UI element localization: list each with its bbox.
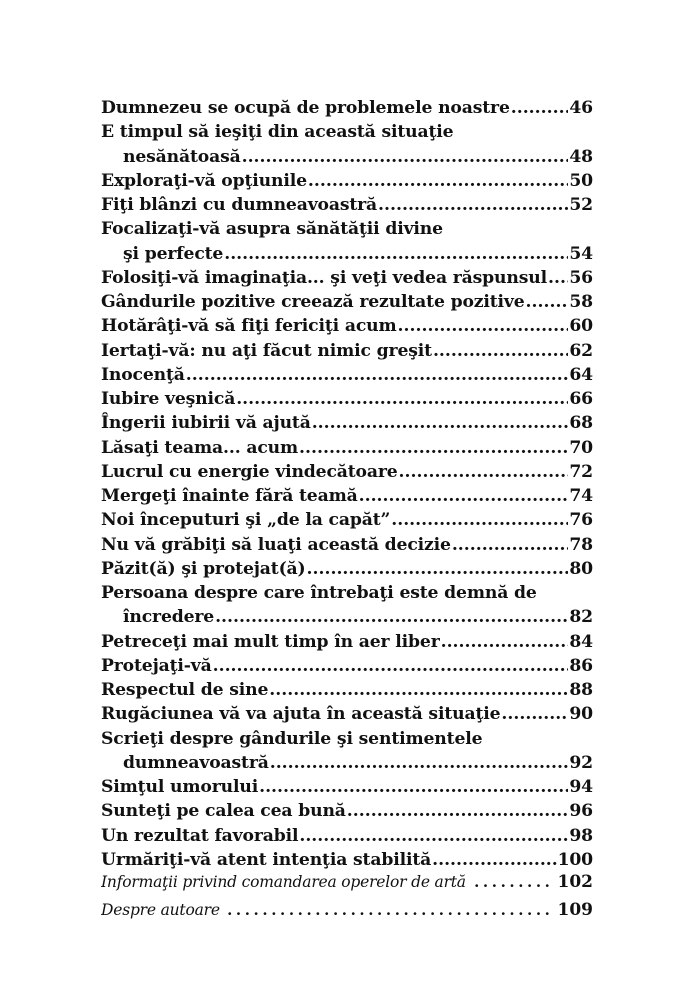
toc-entry-line [101,290,593,314]
toc-entry-line [101,824,593,848]
toc-entry [101,533,593,557]
toc-entry-title: Iertaţi-vă: nu aţi făcut nimic greşit [101,340,432,361]
toc-entry-title: Mergeţi înainte fără teamă [101,486,358,506]
toc-entry-page: 82 [569,607,593,628]
toc-entry-page: 62 [569,340,593,361]
toc-entry-title: Persoana despre care întrebaţi este demnă de [101,583,537,603]
toc-entry [101,775,593,799]
toc-entry-line [101,120,593,144]
toc-entry-page: 54 [569,243,593,264]
toc-entry-page: 52 [569,195,593,215]
toc-entry-page: 64 [569,364,593,385]
dot-leader [186,363,569,387]
dot-leader [441,630,569,654]
toc-entry [101,96,593,120]
toc-entry-line [101,557,593,581]
toc-entry-title: Exploraţi-vă opţiunile [101,170,307,191]
toc-entry-title: Hotărâţi-vă să fiţi fericiţi acum [101,316,397,337]
toc-entry-line [101,727,593,751]
toc-entry [101,460,593,484]
dot-leader [359,484,569,508]
toc-entry-page: 72 [569,461,593,482]
toc-entry-line [101,678,593,702]
dot-leader [308,169,568,193]
dot-leader [236,387,568,411]
toc-entry-page: 94 [569,777,593,797]
toc-entry-title: Fiţi blânzi cu dumneavoastră [101,195,378,215]
toc-entry [101,702,593,726]
toc-entry-page: 74 [569,486,593,506]
toc-entry-title: Dumnezeu se ocupă de problemele noastre [101,98,510,118]
toc-entry-title: Sunteţi pe calea cea bună [101,801,346,822]
dot-leader [511,96,569,120]
toc-entry-page: 98 [569,825,593,846]
toc-entry-page: 96 [569,801,593,822]
toc-entry-page: 86 [569,655,593,676]
toc-entry-title: Petreceţi mai mult timp în aer liber [101,631,440,652]
toc-entry-page: 88 [569,680,593,700]
appendix-entry-title: Despre autoare [101,901,220,919]
dot-leader [312,411,569,435]
toc-entry-title: Protejaţi-vă [101,655,212,676]
appendix-entry [101,896,593,924]
dot-leader [307,557,569,581]
toc-entry-page: 66 [569,389,593,409]
toc-entry [101,678,593,702]
toc-entry-title: încredere [123,607,215,628]
appendix-entry-page: 109 [557,900,593,920]
toc-entry [101,799,593,823]
toc-entry [101,193,593,217]
dot-leader [226,896,554,924]
toc-entry-title: Focalizaţi-vă asupra sănătăţii divine [101,219,443,240]
toc-entry [101,557,593,581]
toc-entry-line [101,605,593,629]
dot-leader [299,436,568,460]
toc-entry-page: 80 [569,558,593,579]
toc-entry-title: Lăsaţi teama... acum [101,437,299,458]
toc-entry-title: Lucrul cu energie vindecătoare [101,461,398,482]
toc-entry-line [101,654,593,678]
toc-entry-title: Gândurile pozitive creează rezultate pozitive [101,292,525,312]
dot-leader [391,508,568,532]
toc-entry-line [101,145,593,169]
toc-entry-page: 76 [569,510,593,531]
toc-entry [101,266,593,290]
appendix-entries [101,868,593,924]
toc-entry [101,436,593,460]
toc-entry-page: 100 [557,849,593,870]
dot-leader [259,775,568,799]
toc-entry [101,169,593,193]
toc-entry-line [101,533,593,557]
toc-entry-page: 56 [569,267,593,288]
toc-entry-title: E timpul să ieşiţi din această situaţie [101,122,454,143]
toc-entry [101,727,593,776]
dot-leader [242,145,569,169]
dot-leader [501,702,568,726]
toc-entry-title: şi perfecte [123,243,224,264]
dot-leader [398,314,569,338]
toc-entry-title: Păzit(ă) şi protejat(ă) [101,558,306,579]
toc-entry-line [101,702,593,726]
toc-entry-title: Scrieţi despre gândurile şi sentimentele [101,728,483,749]
toc-entry-line [101,96,593,120]
toc-entry-title: Simţul umorului [101,777,259,797]
toc-entry [101,581,593,630]
toc-entry [101,217,593,266]
dot-leader [472,868,554,896]
toc-entry-title: nesănătoasă [123,146,241,167]
dot-leader [299,824,568,848]
toc-entry-page: 90 [569,704,593,725]
dot-leader [399,460,569,484]
toc-entry-line [101,630,593,654]
appendix-entry-title: Informaţii privind comandarea operelor de artă [101,873,466,891]
dot-leader [548,266,568,290]
dot-leader [347,799,569,823]
toc-entry [101,630,593,654]
toc-entry-line [101,775,593,799]
toc-entry-page: 92 [569,752,593,773]
toc-entry-line [101,751,593,775]
table-of-contents [101,96,593,872]
toc-entry-line [101,193,593,217]
toc-entry-page: 68 [569,413,593,434]
toc-entry-title: Respectul de sine [101,680,269,700]
toc-entry-title: Îngerii iubirii vă ajută [101,413,311,434]
toc-entry-line [101,266,593,290]
dot-leader [452,533,569,557]
toc-entry [101,339,593,363]
toc-entry-title: Urmăriţi-vă atent intenţia stabilită [101,849,432,870]
toc-entry-page: 84 [569,631,593,652]
toc-entry-title: Un rezultat favorabil [101,825,299,846]
appendix-entry-page: 102 [557,872,593,892]
toc-entry-title: dumneavoastră [123,752,269,773]
dot-leader [224,242,568,266]
toc-entry-line [101,460,593,484]
toc-entry-title: Iubire veşnică [101,389,236,409]
toc-entry [101,508,593,532]
toc-entry-line [101,217,593,241]
toc-entry-title: Nu vă grăbiţi să luaţi această decizie [101,534,451,555]
toc-entry-page: 60 [569,316,593,337]
toc-entry-title: Folosiţi-vă imaginaţia... şi veţi vedea răspunsul [101,267,547,288]
toc-entry-page: 46 [569,98,593,118]
toc-entry-line [101,242,593,266]
appendix-entry [101,868,593,896]
toc-entry [101,411,593,435]
toc-entry [101,290,593,314]
toc-entry-line [101,169,593,193]
toc-entry-page: 48 [569,146,593,167]
toc-entry-page: 78 [569,534,593,555]
toc-entry [101,387,593,411]
toc-entry-line [101,508,593,532]
toc-entry [101,363,593,387]
toc-entry-line [101,339,593,363]
toc-entry [101,654,593,678]
dot-leader [526,290,569,314]
toc-entry-line [101,799,593,823]
toc-entry [101,120,593,169]
toc-entry-page: 70 [569,437,593,458]
toc-entry-title: Inocenţă [101,364,185,385]
toc-entry [101,484,593,508]
toc-entry [101,824,593,848]
toc-entry [101,314,593,338]
dot-leader [215,605,568,629]
dot-leader [433,339,568,363]
toc-entry-line [101,387,593,411]
toc-entry-page: 50 [569,170,593,191]
toc-entry-line [101,314,593,338]
toc-entry-title: Noi începuturi şi „de la capăt” [101,510,391,531]
dot-leader [269,678,568,702]
dot-leader [378,193,568,217]
toc-entry-line [101,581,593,605]
toc-entry-line [101,363,593,387]
toc-entry-line [101,484,593,508]
toc-entry-line [101,436,593,460]
dot-leader [270,751,569,775]
dot-leader [213,654,569,678]
toc-entry-title: Rugăciunea vă va ajuta în această situaţie [101,704,501,725]
toc-entry-line [101,411,593,435]
toc-entry-page: 58 [569,292,593,312]
